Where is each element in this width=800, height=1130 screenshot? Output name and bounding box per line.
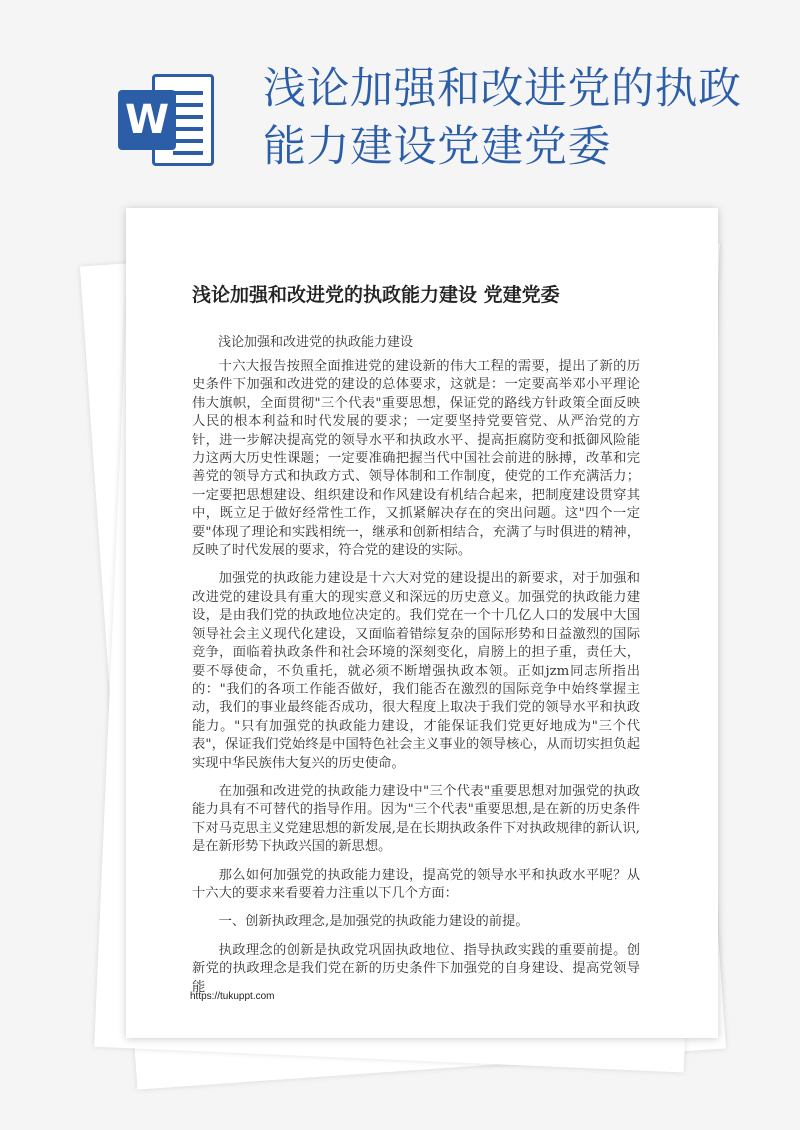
word-letter-tile: W <box>118 90 176 150</box>
document-title: 浅论加强和改进党的执政能力建设 党建党委 <box>192 284 560 306</box>
section-heading: 一、创新执政理念,是加强党的执政能力建设的前提。 <box>218 914 529 930</box>
document-page <box>126 208 718 1038</box>
paragraph: 在加强和改进党的执政能力建设中"三个代表"重要思想对加强党的执政能力具有不可替代的指导作用。因为"三个代表"重要思想,是在新的历史条件下对马克思主义党建思想的新发展,是在长期执政条件下对执政规律的新认识,是在新形势下执政兴国的新思想。 <box>192 783 640 855</box>
source-url: https://tukuppt.com <box>190 991 275 1002</box>
paragraph: 那么如何加强党的执政能力建设，提高党的领导水平和执政水平呢？从十六大的要求来看要着力注重以下几个方面： <box>192 867 640 901</box>
paragraph: 十六大报告按照全面推进党的建设新的伟大工程的需要，提出了新的历史条件下加强和改进党的建设的总体要求，这就是：一定要高举邓小平理论伟大旗帜，全面贯彻"三个代表"重要思想，保证党的路线方针政策全面反映人民的根本利益和时代发展的要求；一定要坚持党要管党、从严治党的方针，进一步解决提高党的领导水平和执政水平、提高拒腐防变和抵御风险能力这两大历史性课题；一定要准确把握当代中国社会前进的脉搏，改革和完善党的领导方式和执政方式、领导体制和工作制度，使党的工作充满活力；一定要把思想建设、组织建设和作风建设有机结合起来，把制度建设贯穿其中，既立足于做好经常性工作，又抓紧解决存在的突出问题。这"四个一定要"体现了理论和实践相统一，继承和创新相结合，充满了与时俱进的精神，反映了时代发展的要求，符合党的建设的实际。 <box>192 359 640 559</box>
paragraph: 加强党的执政能力建设是十六大对党的建设提出的新要求，对于加强和改进党的建设具有重大的现实意义和深远的历史意义。加强党的执政能力建设，是由我们党的执政地位决定的。我们党在一个十几亿人口的发展中大国领导社会主义现代化建设，又面临着错综复杂的国际形势和日益激烈的国际竞争，面临着执政条件和社会环境的深刻变化，肩膀上的担子重，责任大，要不辱使命，不负重托，就必须不断增强执政本领。正如jzm同志所指出的："我们的各项工作能否做好，我们能否在激烈的国际竞争中始终掌握主动，我们的事业最终能否成功，很大程度上取决于我们党的领导水平和执政能力。"只有加强党的执政能力建设，才能保证我们党更好地成为"三个代表"，保证我们党始终是中国特色社会主义事业的领导核心，从而切实担负起实现中华民族伟大复兴的历史使命。 <box>192 571 640 771</box>
word-app-icon <box>118 68 218 172</box>
header-title: 浅论加强和改进党的执政能力建设党建党委 <box>263 64 742 172</box>
document-subtitle: 浅论加强和改进党的执政能力建设 <box>218 335 414 350</box>
document-body <box>192 358 640 1007</box>
paragraph: 执政理念的创新是执政党巩固执政地位、指导执政实践的重要前提。创新党的执政理念是我们党在新的历史条件下加强党的自身建设、提高党领导能 <box>192 942 640 995</box>
